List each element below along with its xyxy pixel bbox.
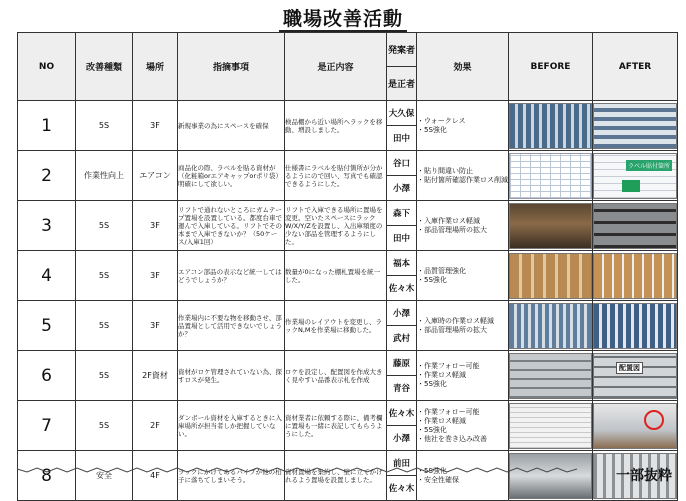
category-cell: 5S (76, 301, 133, 351)
before-photo-cell (509, 251, 593, 301)
effect-item: ・入庫時の作業ロス軽減 (417, 316, 494, 325)
effect-cell (417, 251, 509, 301)
before-photo (509, 203, 592, 249)
correction-cell: リフトで入庫できる場所に置場を変更。空いたスペースにラックW/X/Y/Zを設置し、入出庫頻度の少ない部品を管理するようにした。 (285, 201, 387, 251)
after-photo-cell (593, 301, 678, 351)
before-photo-cell (509, 351, 593, 401)
row-number: 5 (18, 301, 76, 351)
row-number: 1 (18, 101, 76, 151)
page-title: 職場改善活動 (0, 4, 686, 31)
after-annotation: ラベル貼付箇所 (626, 160, 672, 171)
category-cell: 5S (76, 401, 133, 451)
header-location: 場所 (133, 33, 178, 101)
before-photo-cell (509, 401, 593, 451)
excerpt-label: 一部抜粋 (616, 468, 672, 484)
table-row (18, 301, 678, 326)
corrector-cell: 佐々木 (387, 476, 417, 501)
effect-item: ・5S強化 (417, 466, 447, 475)
row-number: 7 (18, 401, 76, 451)
header-category: 改善種類 (76, 33, 133, 101)
after-photo-cell (593, 151, 678, 201)
header-after: AFTER (593, 33, 678, 101)
table-row (18, 201, 678, 226)
after-photo (593, 153, 677, 199)
before-photo-cell (509, 451, 593, 501)
category-cell: 5S (76, 351, 133, 401)
category-cell: 5S (76, 101, 133, 151)
corrector-cell: 小澤 (387, 176, 417, 201)
location-cell: 2F資材 (133, 351, 178, 401)
green-marker-icon (622, 180, 640, 192)
category-cell: 5S (76, 251, 133, 301)
before-photo (509, 453, 592, 499)
before-photo (509, 353, 592, 399)
table-row (18, 151, 678, 176)
correction-cell: ロケを設定し、配置図を作成大きく見やすい品番表示札を作成 (285, 351, 387, 401)
header-issue: 指摘事項 (178, 33, 285, 101)
row-number: 8 (18, 451, 76, 501)
effect-item: ・5S強化 (417, 425, 447, 434)
before-photo (509, 153, 592, 199)
after-photo-cell (593, 351, 678, 401)
after-photo (593, 253, 677, 299)
header-before: BEFORE (509, 33, 593, 101)
location-cell: 3F (133, 301, 178, 351)
before-photo-cell (509, 301, 593, 351)
before-photo (509, 403, 592, 449)
issue-cell: 作業場内に不要な物を移動させ、部品置場として活用できないでしょうか？ (178, 301, 285, 351)
effect-item: ・入庫作業ロス軽減 (417, 216, 480, 225)
after-photo (593, 303, 677, 349)
improvement-table (17, 32, 678, 501)
issue-cell: ダンボール資材を入庫するときに入庫場所が担当者しか把握していない。 (178, 401, 285, 451)
corrector-cell: 小澤 (387, 426, 417, 451)
effect-item: ・作業フォロー可能 (417, 407, 480, 416)
after-photo-cell (593, 101, 678, 151)
row-number: 3 (18, 201, 76, 251)
proposer-cell: 森下 (387, 201, 417, 226)
floor-map-sign: 配置図 (616, 362, 643, 374)
table-row (18, 351, 678, 376)
before-photo (509, 253, 592, 299)
effect-item: ・貼付箇所確認作業ロス削減 (417, 175, 508, 184)
category-cell: 5S (76, 201, 133, 251)
after-photo-cell (593, 401, 678, 451)
corrector-cell: 田中 (387, 126, 417, 151)
table-row (18, 401, 678, 426)
effect-item: ・安全性確保 (417, 475, 459, 484)
correction-cell: 資材置場を集約し、壁に立てかけれるよう置場を設置しました。 (285, 451, 387, 501)
effect-item: ・5S強化 (417, 125, 447, 134)
after-photo-cell (593, 201, 678, 251)
issue-cell: 新規事業の為にスペースを確保 (178, 101, 285, 151)
effect-item: ・作業フォロー可能 (417, 362, 480, 370)
issue-cell: エアコン部品の表示など統一してはどうでしょうか？ (178, 251, 285, 301)
proposer-cell: 小澤 (387, 301, 417, 326)
header-corrector: 是正者 (387, 67, 417, 101)
after-photo (593, 203, 677, 249)
effect-item: ・作業ロス軽減 (417, 371, 466, 379)
category-cell: 安全 (76, 451, 133, 501)
proposer-cell: 前田 (387, 451, 417, 476)
correction-cell: 数量が0になった棚札置場を統一した。 (285, 251, 387, 301)
effect-item: ・貼り間違い防止 (417, 166, 473, 175)
proposer-cell: 藤原 (387, 351, 417, 376)
after-photo (593, 353, 677, 399)
row-number: 4 (18, 251, 76, 301)
issue-cell: 資材がロケ管理されていない為、探すロスが発生。 (178, 351, 285, 401)
effect-cell (417, 401, 509, 451)
corrector-cell: 田中 (387, 226, 417, 251)
effect-cell (417, 101, 509, 151)
row-number: 2 (18, 151, 76, 201)
before-photo (509, 103, 592, 149)
corrector-cell: 青谷 (387, 376, 417, 401)
correction-cell: 資材業者に依頼する際に、備考欄に置場も一緒に表記してもらうようにした。 (285, 401, 387, 451)
header-proposer: 発案者 (387, 33, 417, 67)
effect-item: ・作業ロス軽減 (417, 416, 466, 425)
effect-item: ・部品管理場所の拡大 (417, 225, 487, 234)
corrector-cell: 武村 (387, 326, 417, 351)
torn-edge (17, 466, 577, 474)
location-cell: 3F (133, 201, 178, 251)
before-photo-cell (509, 201, 593, 251)
proposer-cell: 谷口 (387, 151, 417, 176)
effect-cell (417, 451, 509, 501)
header-correction: 是正内容 (285, 33, 387, 101)
effect-item: ・5S強化 (417, 380, 447, 388)
location-cell: 3F (133, 101, 178, 151)
effect-item: ・他社を巻き込み改善 (417, 434, 487, 443)
location-cell: エアコン (133, 151, 178, 201)
issue-cell: リフトで通れないところにガムテープ置場を設置している。都度台車で運んで入庫している。リフトでその本まで入庫できないか？（50ケース/入庫1回） (178, 201, 285, 251)
before-photo-cell (509, 101, 593, 151)
effect-item: ・部品管理場所の拡大 (417, 325, 487, 334)
correction-cell: 検品棚から近い場所へラックを移動、増設しました。 (285, 101, 387, 151)
after-photo-cell (593, 251, 678, 301)
table-row (18, 251, 678, 276)
effect-cell (417, 151, 509, 201)
after-photo (593, 103, 677, 149)
effect-item: ・品質管理強化 (417, 266, 466, 275)
after-photo (593, 403, 677, 449)
location-cell: 4F (133, 451, 178, 501)
correction-cell: 仕様書にラベルを貼付箇所が分かるようにので回い、写真でも確認できるようにした。 (285, 151, 387, 201)
red-circle-icon (644, 410, 664, 430)
before-photo (509, 303, 592, 349)
header-effect: 効果 (417, 33, 509, 101)
proposer-cell: 大久保 (387, 101, 417, 126)
location-cell: 3F (133, 251, 178, 301)
correction-cell: 作業場のレイアウトを変更し、ラックN,Mを作業場に移動した。 (285, 301, 387, 351)
issue-cell: ラックにかけてあるパイプが他の柏子に落ちてしまいそう。 (178, 451, 285, 501)
effect-cell (417, 351, 509, 401)
proposer-cell: 佐々木 (387, 401, 417, 426)
effect-cell (417, 201, 509, 251)
proposer-cell: 福本 (387, 251, 417, 276)
table-row (18, 101, 678, 126)
before-photo-cell (509, 151, 593, 201)
effect-item: ・ウォークレス (417, 116, 466, 125)
location-cell: 2F (133, 401, 178, 451)
effect-cell (417, 301, 509, 351)
corrector-cell: 佐々木 (387, 276, 417, 301)
header-no: NO (18, 33, 76, 101)
row-number: 6 (18, 351, 76, 401)
issue-cell: 商品化の際、ラベルを貼る資材が（化粧箱orエアキャップorポリ袋）明確にして欲しい。 (178, 151, 285, 201)
effect-item: ・5S強化 (417, 275, 447, 284)
category-cell: 作業性向上 (76, 151, 133, 201)
